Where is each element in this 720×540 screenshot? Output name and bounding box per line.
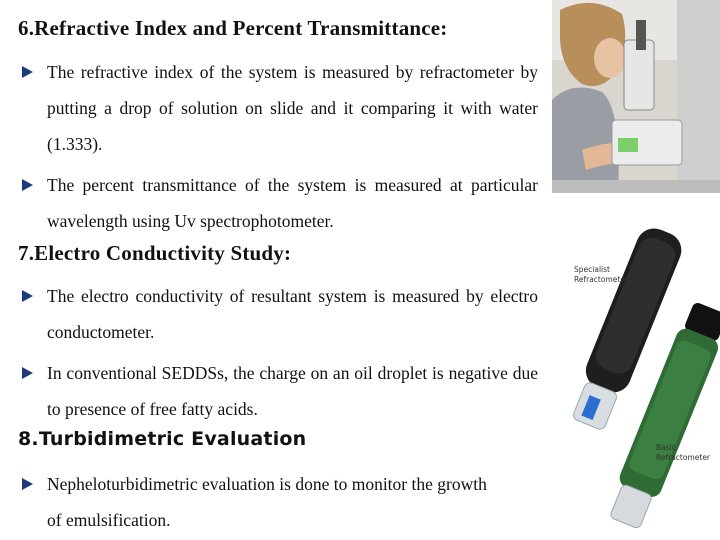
bullet-text: The refractive index of the system is measured by refractometer by putting a drop of solution on slide and it comparing it with water (1.333). bbox=[47, 62, 538, 154]
bullet-text: In conventional SEDDSs, the charge on an oil droplet is negative due to presence of free fatty acids. bbox=[47, 363, 538, 419]
bullet-arrow-icon bbox=[22, 179, 33, 191]
lab-technician-photo bbox=[552, 0, 720, 193]
list-item bbox=[22, 278, 538, 350]
refractometer-specialist-label: Specialist bbox=[574, 265, 610, 274]
handheld-refractometers-photo bbox=[560, 220, 720, 538]
bullet-arrow-icon bbox=[22, 290, 33, 302]
svg-text:Refractometer: Refractometer bbox=[656, 453, 711, 462]
bullet-arrow-icon bbox=[22, 367, 33, 379]
bullet-text: The electro conductivity of resultant system is measured by electro conductometer. bbox=[47, 286, 538, 342]
list-item bbox=[22, 466, 502, 538]
svg-text:Refractometer: Refractometer bbox=[574, 275, 629, 284]
section-6-heading: 6.Refractive Index and Percent Transmittance: bbox=[18, 16, 448, 40]
refractometer-basic-label: Basic bbox=[656, 443, 676, 452]
section-8-heading: 8.Turbidimetric Evaluation bbox=[18, 428, 307, 450]
bullet-arrow-icon bbox=[22, 478, 33, 490]
list-item bbox=[22, 355, 538, 427]
list-item bbox=[22, 54, 538, 162]
section-7-heading: 7.Electro Conductivity Study: bbox=[18, 241, 292, 265]
bullet-arrow-icon bbox=[22, 66, 33, 78]
list-item bbox=[22, 167, 538, 239]
bullet-text: The percent transmittance of the system is measured at particular wavelength using Uv spectrophotometer. bbox=[47, 175, 538, 231]
bullet-text: Nepheloturbidimetric evaluation is done to monitor the growth of emulsification. bbox=[47, 474, 487, 530]
